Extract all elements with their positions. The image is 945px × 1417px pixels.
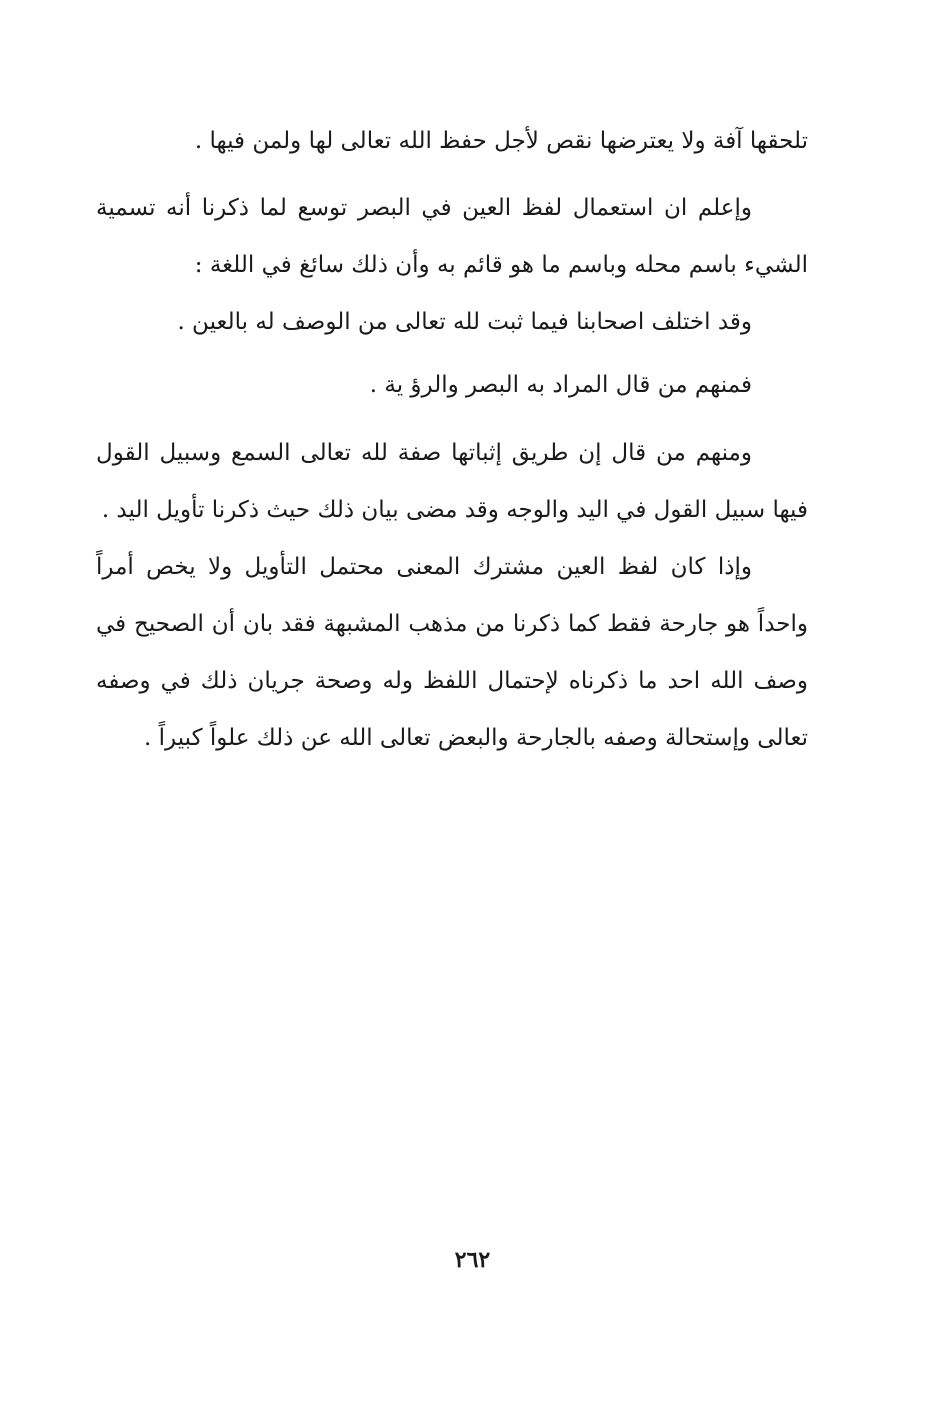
page-number: ٢٦٢ <box>454 1247 491 1273</box>
paragraph-3: وقد اختلف اصحابنا فيما ثبت لله تعالى من الوصف له بالعين . <box>177 309 752 335</box>
paragraph-1: تلحقها آفة ولا يعترضها نقص لأجل حفظ الله تعالى لها ولمن فيها . <box>194 128 808 154</box>
paragraph-2: وإعلم ان استعمال لفظ العين في البصر توسع لما ذكرنا أنه تسمية الشيء باسم محله وباسم ما هو قائم به وأن ذلك سائغ في اللغة : <box>96 195 808 278</box>
paragraph-4: فمنهم من قال المراد به البصر والرؤ ية . <box>369 372 752 398</box>
paragraph-5: ومنهم من قال إن طريق إثباتها صفة لله تعالى السمع وسبيل القول فيها سبيل القول في اليد والوجه وقد مضى بيان ذلك حيث ذكرنا تأويل اليد . <box>96 440 808 523</box>
paragraph-6: وإذا كان لفظ العين مشترك المعنى محتمل التأويل ولا يخص أمراً واحداً هو جارحة فقط كما ذكرنا من مذهب المشبهة فقد بان أن الصحيح في وصف الله احد ما ذكرناه لإحتمال اللفظ وله وصحة جريان ذلك في وصفه تعالى وإستحالة وصفه بالجارحة والبعض تعالى الله عن ذلك علواً كبيراً . <box>96 554 808 751</box>
